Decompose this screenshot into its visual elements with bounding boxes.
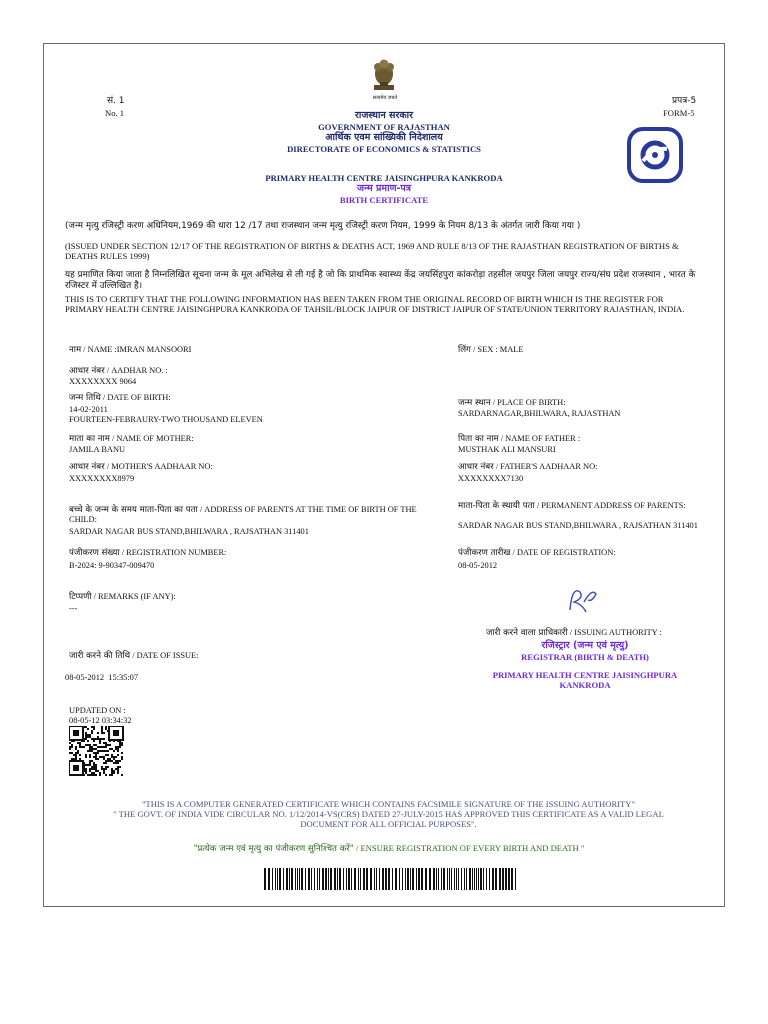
pob-label-en: / PLACE OF BIRTH: (490, 398, 566, 407)
address-label-hindi: बच्चे के जन्म के समय माता-पिता का पता (69, 505, 198, 515)
reg-date-value: 08-05-2012 (458, 561, 498, 570)
barcode (264, 868, 518, 890)
department-logo-icon (627, 127, 683, 183)
issue-date-value: 08-05-2012 15:35:07 (65, 673, 139, 682)
dob-label-hindi: जन्म तिथि (69, 393, 101, 403)
father-value: MUSTHAK ALI MANSURI (458, 445, 556, 454)
remarks-label (69, 592, 176, 602)
reg-date-label (458, 548, 616, 558)
mother-value: JAMILA BANU (69, 445, 126, 454)
updated-on-label: UPDATED ON : (69, 706, 126, 715)
father-aadhaar-value: XXXXXXXX7130 (458, 474, 524, 483)
issue-date-label-hindi: जारी करने की तिथि (69, 651, 131, 661)
remarks-value: --- (69, 604, 78, 613)
certify-text-hindi: यह प्रमाणित किया जाता है निम्नलिखित सूचना जन्म के मूल अभिलेख से ली गई है जो कि प्राथमिक स्वास्थ्य केंद्र जयसिंहपुरा कांकरोड़ा तहसील जयपुर जिला जयपुर राज्य/संघ प्रदेश राजस्थान , भारत के रजिस्टर में उल्लिखित है। (65, 270, 696, 291)
registrar-title: REGISTRAR (BIRTH & DEATH) (521, 652, 649, 662)
certificate-title-hindi: जन्म प्रमाण-पत्र (356, 183, 412, 194)
issue-date-label-en: / DATE OF ISSUE: (130, 651, 199, 660)
reg-number-label-hindi: पंजीकरण संख्या (69, 548, 120, 558)
slogan (100, 843, 678, 855)
father-aadhaar-label-en: / FATHER'S AADHAAR NO: (493, 462, 598, 471)
sex-label-hindi: लिंग (458, 345, 471, 355)
address-value: SARDAR NAGAR BUS STAND,BHILWARA , RAJSATHAN 311401 (69, 527, 309, 536)
address-label-en: / ADDRESS OF PARENTS AT THE TIME OF BIRTH OF THE CHILD: (69, 505, 417, 524)
father-label-hindi: पिता का नाम (458, 434, 499, 444)
qr-code (69, 726, 124, 776)
national-emblem-icon (368, 58, 400, 94)
sex-value: / SEX : MALE (470, 345, 524, 354)
mother-label-hindi: माता का नाम (69, 434, 110, 444)
aadhar-label-en: / AADHAR NO. : (104, 366, 168, 375)
dob-label (69, 393, 171, 403)
computer-generated-note: "THIS IS A COMPUTER GENERATED CERTIFICATE WHICH CONTAINS FACSIMILE SIGNATURE OF THE ISSUING AUTHORITY" (141, 799, 636, 809)
reg-date-label-hindi: पंजीकरण तारीख (458, 548, 511, 558)
dob-value: 14-02-2011 (69, 405, 108, 414)
reg-number-label-en: / REGISTRATION NUMBER: (119, 548, 227, 557)
father-label-en: / NAME OF FATHER : (498, 434, 581, 443)
mother-aadhaar-label-en: / MOTHER'S AADHAAR NO: (104, 462, 213, 471)
father-label (458, 434, 580, 444)
aadhar-value: XXXXXXXX 9064 (69, 377, 137, 386)
dob-words: FOURTEEN-FEBRAURY-TWO THOUSAND ELEVEN (69, 415, 263, 424)
father-aadhaar-label (458, 462, 597, 472)
dob-label-en: / DATE OF BIRTH: (100, 393, 171, 402)
pob-label-hindi: जन्म स्थान (458, 398, 491, 408)
certify-text: THIS IS TO CERTIFY THAT THE FOLLOWING INFORMATION HAS BEEN TAKEN FROM THE ORIGINAL RECORD OF BIRTH WHICH IS THE REGISTER FOR PRIMARY HEALTH CENTRE JAISINGHPURA KANKRODA OF TAHSIL/BLOCK JAIPUR OF DISTRICT JAIPUR OF STATE/UNION TERRITORY RAJASTHAN, INDIA. (65, 294, 685, 314)
pob-label (458, 398, 566, 408)
reg-date-label-en: / DATE OF REGISTRATION: (510, 548, 616, 557)
reg-number-value: B-2024: 9-90347-009470 (69, 561, 155, 570)
remarks-label-en: / REMARKS (IF ANY): (91, 592, 176, 601)
slogan-hindi: "प्रत्येक जन्म एवं मृत्यु का पंजीकरण सुनिश्चित करें" (193, 844, 354, 854)
mother-aadhaar-label-hindi: आधार नंबर (69, 462, 105, 472)
mother-label-en: / NAME OF MOTHER: (109, 434, 194, 443)
issuing-authority-label (486, 628, 662, 638)
permanent-address-label-hindi: माता-पिता के स्थायी पता (458, 501, 535, 511)
issued-under-hindi: (जन्म मृत्यु रजिस्ट्री करण अधिनियम,1969 की धारा 12 /17 तथा राजस्थान जन्म मृत्यु रजिस्ट्री करण नियम, 1999 के नियम 8/13 के अंतर्गत जारी किया गया ) (65, 221, 581, 231)
mother-aadhaar-label (69, 462, 213, 472)
updated-on-value: 08-05-12 03:34:32 (69, 716, 132, 725)
issuing-authority-label-hindi: जारी करने वाला प्राधिकारी (486, 628, 568, 638)
name-label-hindi: नाम (69, 345, 82, 355)
address-label (69, 505, 441, 525)
slogan-english: / ENSURE REGISTRATION OF EVERY BIRTH AND DEATH " (353, 843, 585, 853)
serial-no-hindi: सं. 1 (107, 96, 125, 106)
dept-title-hindi: आर्थिक एवम सांख्यिकी निदेशालय (325, 132, 443, 143)
mother-label (69, 434, 194, 444)
certificate-title: BIRTH CERTIFICATE (339, 195, 429, 205)
govt-title: GOVERNMENT OF RAJASTHAN (318, 122, 450, 132)
pob-value: SARDARNAGAR,BHILWARA, RAJASTHAN (458, 409, 621, 418)
permanent-address-value: SARDAR NAGAR BUS STAND,BHILWARA , RAJSATHAN 311401 (458, 521, 698, 530)
reg-number-label (69, 548, 226, 558)
issue-date-label (69, 651, 199, 661)
aadhar-label (69, 366, 168, 376)
permanent-address-label-en: / PERMANENT ADDRESS OF PARENTS: (534, 501, 686, 510)
mother-aadhaar-value: XXXXXXXX8979 (69, 474, 135, 483)
emblem-caption: सत्यमेव जयते (372, 95, 398, 101)
aadhar-label-hindi: आधार नंबर (69, 366, 105, 376)
name-field (69, 345, 191, 355)
permanent-address-label (458, 501, 698, 511)
issued-under: (ISSUED UNDER SECTION 12/17 OF THE REGISTRATION OF BIRTHS & DEATHS ACT, 1969 AND RULE 8/13 OF THE RAJASTHAN REGISTRATION OF BIRTHS & DEATHS RULES 1999) (65, 241, 679, 261)
sex-field (458, 345, 523, 355)
form-no-hindi: प्रपत्र-5 (672, 96, 697, 106)
name-value: / NAME :IMRAN MANSOORI (81, 345, 192, 354)
issuing-centre: PRIMARY HEALTH CENTRE JAISINGHPURA KANKRODA (492, 670, 678, 690)
father-aadhaar-label-hindi: आधार नंबर (458, 462, 494, 472)
health-centre-title: PRIMARY HEALTH CENTRE JAISINGHPURA KANKRODA (265, 173, 503, 183)
form-no: FORM-5 (663, 108, 695, 118)
serial-no: No. 1 (105, 108, 125, 118)
issuing-authority-label-en: / ISSUING AUTHORITY : (567, 628, 662, 637)
signature (562, 580, 602, 620)
registrar-hindi: रजिस्ट्रार (जन्म एवं मृत्यु) (541, 640, 629, 651)
govt-title-hindi: राजस्थान सरकार (355, 110, 413, 121)
legal-validity-note: " THE GOVT. OF INDIA VIDE CIRCULAR NO. 1/12/2014-VS(CRS) DATED 27-JULY-2015 HAS APPROVED THIS CERTIFICATE AS A VALID LEGAL DOCUMENT FOR ALL OFFICIAL PURPOSES". (113, 809, 664, 829)
remarks-label-hindi: टिप्पणी (69, 592, 92, 602)
dept-title: DIRECTORATE OF ECONOMICS & STATISTICS (287, 144, 481, 154)
